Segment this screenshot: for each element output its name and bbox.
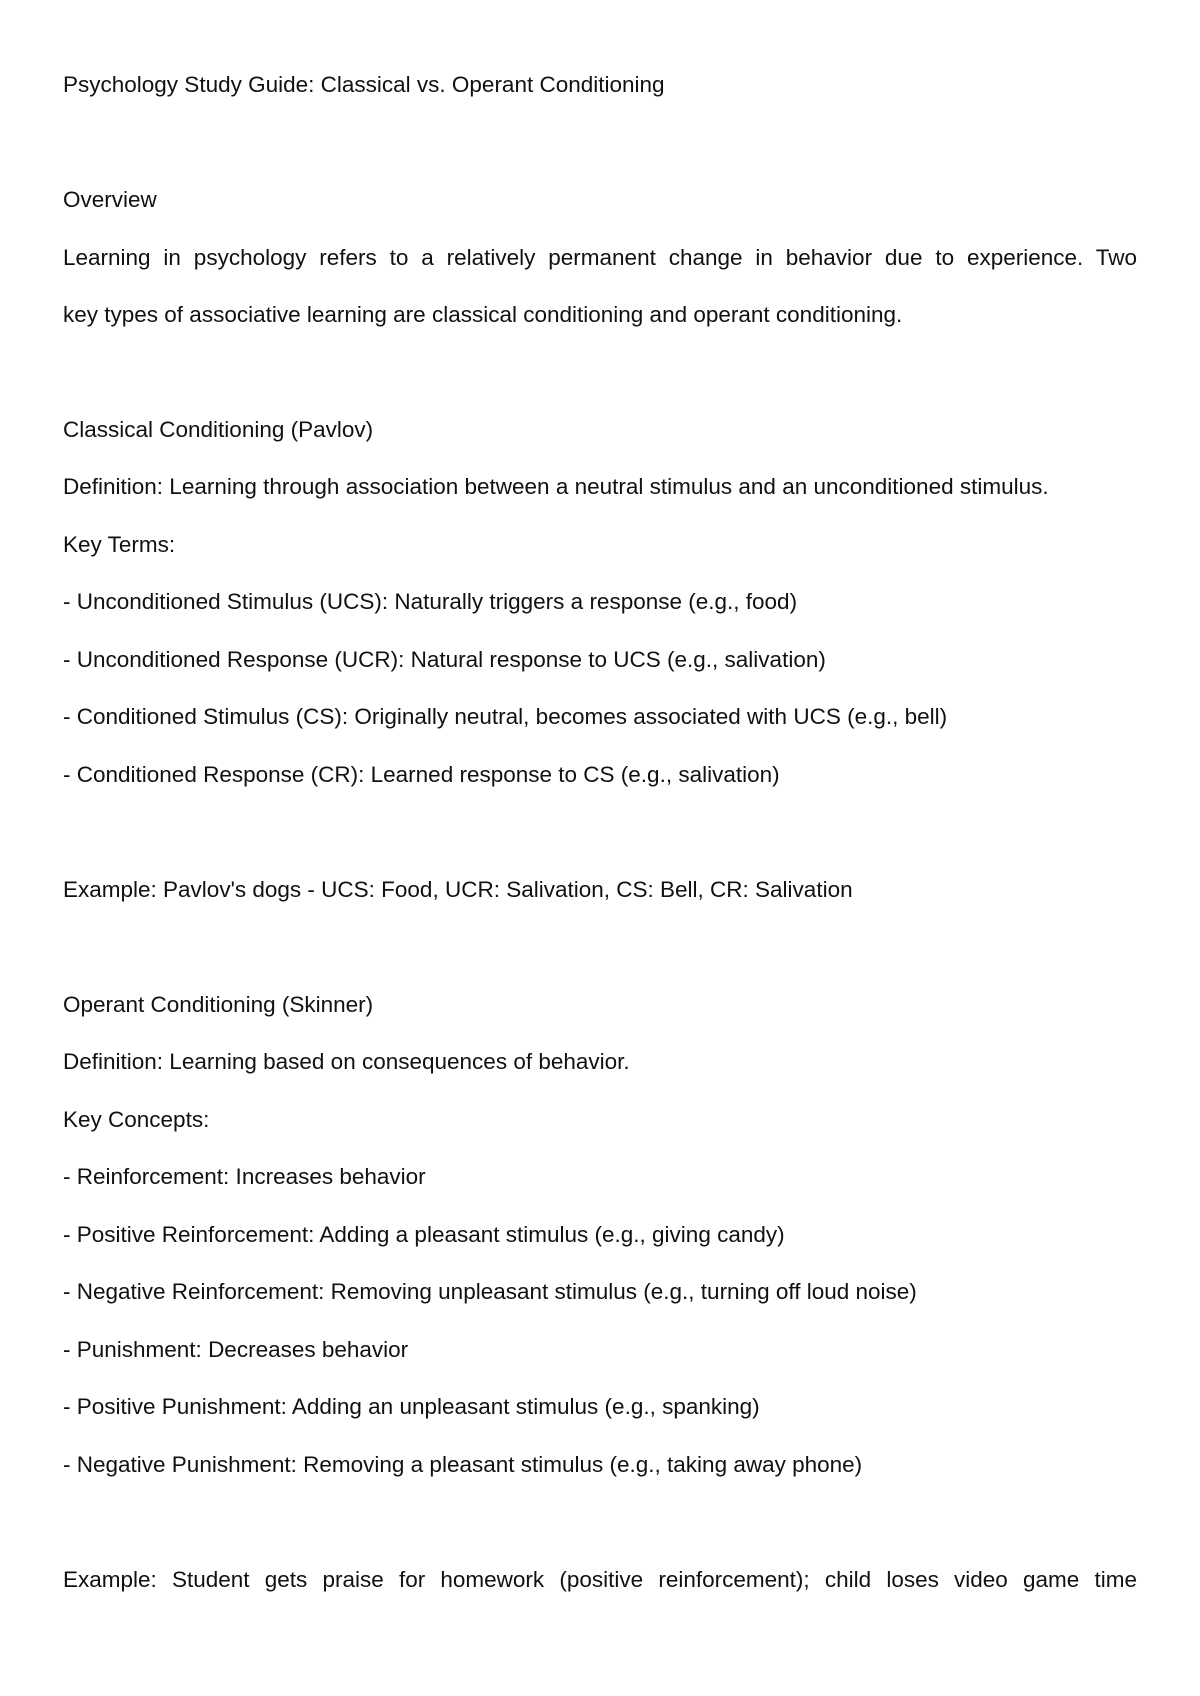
document-title: Psychology Study Guide: Classical vs. Operant Conditioning: [63, 72, 665, 97]
overview-text-line-1: Learning in psychology refers to a relatively permanent change in behavior due to experience. Two: [63, 245, 1137, 270]
list-item: - Unconditioned Response (UCR): Natural response to UCS (e.g., salivation): [63, 647, 826, 672]
key-terms-label: Key Terms:: [63, 532, 176, 557]
list-item: - Positive Punishment: Adding an unpleasant stimulus (e.g., spanking): [63, 1394, 760, 1419]
list-item: - Negative Reinforcement: Removing unpleasant stimulus (e.g., turning off loud noise): [63, 1279, 917, 1304]
list-item: - Conditioned Response (CR): Learned response to CS (e.g., salivation): [63, 762, 780, 787]
list-item: - Positive Reinforcement: Adding a pleasant stimulus (e.g., giving candy): [63, 1222, 785, 1247]
operant-definition: Definition: Learning based on consequences of behavior.: [63, 1049, 630, 1074]
list-item: - Conditioned Stimulus (CS): Originally neutral, becomes associated with UCS (e.g., bell): [63, 704, 948, 729]
classical-example: Example: Pavlov's dogs - UCS: Food, UCR: Salivation, CS: Bell, CR: Salivation: [63, 877, 853, 902]
list-item: - Unconditioned Stimulus (UCS): Naturally triggers a response (e.g., food): [63, 589, 798, 614]
overview-heading: Overview: [63, 187, 157, 212]
list-item: - Negative Punishment: Removing a pleasant stimulus (e.g., taking away phone): [63, 1452, 863, 1477]
operant-example: Example: Student gets praise for homework (positive reinforcement); child loses video game time: [63, 1567, 1137, 1592]
classical-definition: Definition: Learning through association between a neutral stimulus and an unconditioned stimulus.: [63, 474, 1049, 499]
overview-text-line-2: key types of associative learning are classical conditioning and operant conditioning.: [63, 302, 903, 327]
list-item: - Reinforcement: Increases behavior: [63, 1164, 426, 1189]
key-concepts-label: Key Concepts:: [63, 1107, 210, 1132]
list-item: - Punishment: Decreases behavior: [63, 1337, 409, 1362]
classical-heading: Classical Conditioning (Pavlov): [63, 417, 374, 442]
operant-heading: Operant Conditioning (Skinner): [63, 992, 374, 1017]
